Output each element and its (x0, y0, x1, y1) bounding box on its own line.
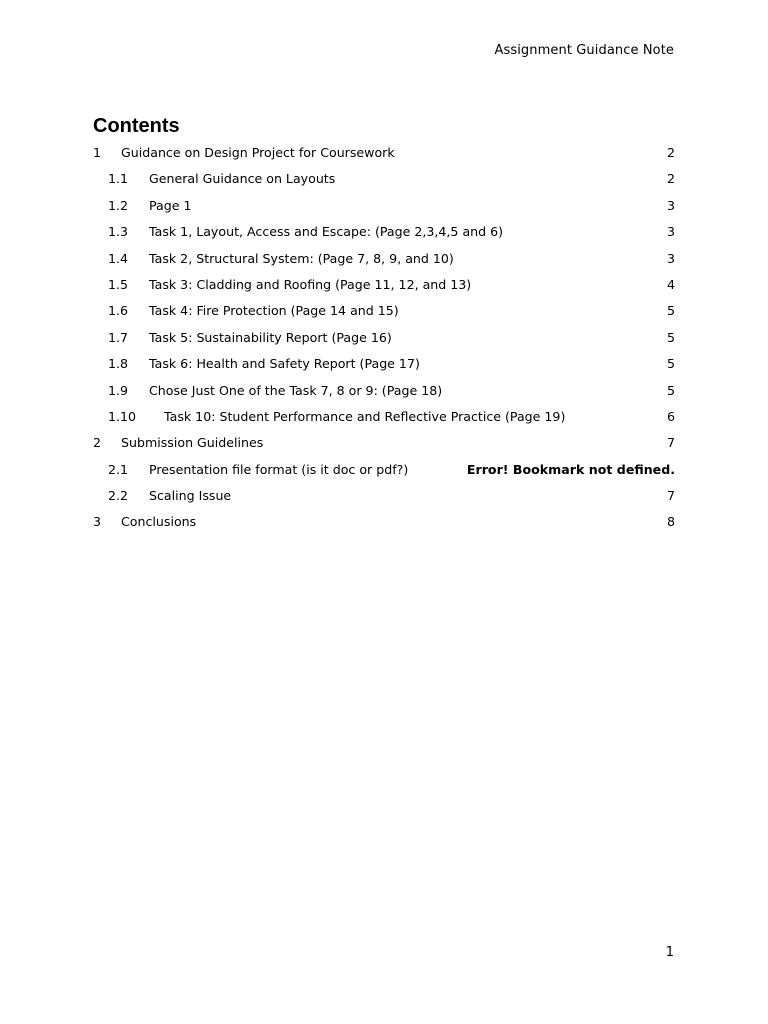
toc-entry-number: 1.4 (108, 250, 129, 266)
toc-entry-number: 1.5 (108, 276, 129, 292)
toc-entry[interactable] (93, 219, 675, 245)
contents-heading: Contents (93, 115, 180, 137)
toc-entry-number: 1.3 (108, 224, 129, 240)
toc-entry[interactable] (93, 325, 675, 351)
document-header: Assignment Guidance Note (494, 43, 674, 58)
toc-entry-title: Task 2, Structural System: (Page 7, 8, 9, and 10) (149, 250, 454, 266)
toc-entry[interactable] (93, 509, 675, 535)
toc-entry-title: Task 5: Sustainability Report (Page 16) (149, 329, 392, 345)
toc-entry-page: 2 (666, 171, 675, 187)
table-of-contents (93, 140, 675, 536)
toc-entry-number: 3 (93, 514, 102, 530)
toc-entry-page: 6 (666, 408, 675, 424)
toc-entry-number: 2.1 (108, 461, 129, 477)
toc-entry-page: 7 (666, 488, 675, 504)
toc-entry-page: 5 (666, 382, 675, 398)
toc-entry-title: Task 6: Health and Safety Report (Page 17) (149, 356, 420, 372)
toc-entry-title: Presentation file format (is it doc or pdf?) (149, 461, 409, 477)
toc-entry-page: 5 (666, 329, 675, 345)
toc-entry-title: Task 1, Layout, Access and Escape: (Page 2,3,4,5 and 6) (149, 224, 504, 240)
toc-entry-page: 3 (666, 224, 675, 240)
toc-entry[interactable] (93, 298, 675, 324)
toc-entry-page: 5 (666, 356, 675, 372)
toc-entry-title: Task 10: Student Performance and Reflective Practice (Page 19) (164, 408, 566, 424)
toc-entry-number: 1.2 (108, 197, 129, 213)
toc-entry[interactable] (93, 404, 675, 430)
toc-entry-number: 1.1 (108, 171, 129, 187)
toc-entry-number: 1.8 (108, 356, 129, 372)
toc-entry-title: Page 1 (149, 197, 192, 213)
toc-entry-page: 5 (666, 303, 675, 319)
toc-entry-page: 2 (666, 145, 675, 160)
toc-entry[interactable] (93, 483, 675, 509)
toc-entry-number: 1.9 (108, 382, 129, 398)
toc-entry-number: 1 (93, 145, 102, 160)
toc-entry[interactable] (93, 457, 675, 483)
toc-entry-title: Scaling Issue (149, 488, 232, 504)
toc-entry-title: Task 4: Fire Protection (Page 14 and 15) (149, 303, 399, 319)
toc-entry-title: Task 3: Cladding and Roofing (Page 11, 12, and 13) (149, 276, 472, 292)
toc-entry-page-error: Error! Bookmark not defined. (466, 461, 675, 477)
toc-entry[interactable] (93, 193, 675, 219)
toc-entry-page: 3 (666, 197, 675, 213)
toc-entry-page: 3 (666, 250, 675, 266)
toc-entry-page: 4 (666, 276, 675, 292)
toc-entry-page: 8 (666, 514, 675, 530)
toc-entry[interactable] (93, 246, 675, 272)
toc-entry[interactable] (93, 166, 675, 192)
toc-entry[interactable] (93, 140, 675, 166)
toc-entry[interactable] (93, 351, 675, 377)
toc-entry-number: 1.7 (108, 329, 129, 345)
toc-entry-title: Conclusions (121, 514, 197, 530)
toc-entry-title: Guidance on Design Project for Coursework (121, 145, 395, 160)
toc-entry-title: Chose Just One of the Task 7, 8 or 9: (Page 18) (149, 382, 443, 398)
toc-entry[interactable] (93, 272, 675, 298)
toc-entry-number: 1.6 (108, 303, 129, 319)
toc-entry-number: 2.2 (108, 488, 129, 504)
toc-entry-number: 1.10 (108, 408, 137, 424)
page-number: 1 (665, 945, 674, 960)
toc-entry-page: 7 (666, 435, 675, 451)
toc-entry-title: Submission Guidelines (121, 435, 264, 451)
toc-entry[interactable] (93, 378, 675, 404)
toc-entry-title: General Guidance on Layouts (149, 171, 336, 187)
toc-entry-number: 2 (93, 435, 102, 451)
toc-entry[interactable] (93, 430, 675, 456)
